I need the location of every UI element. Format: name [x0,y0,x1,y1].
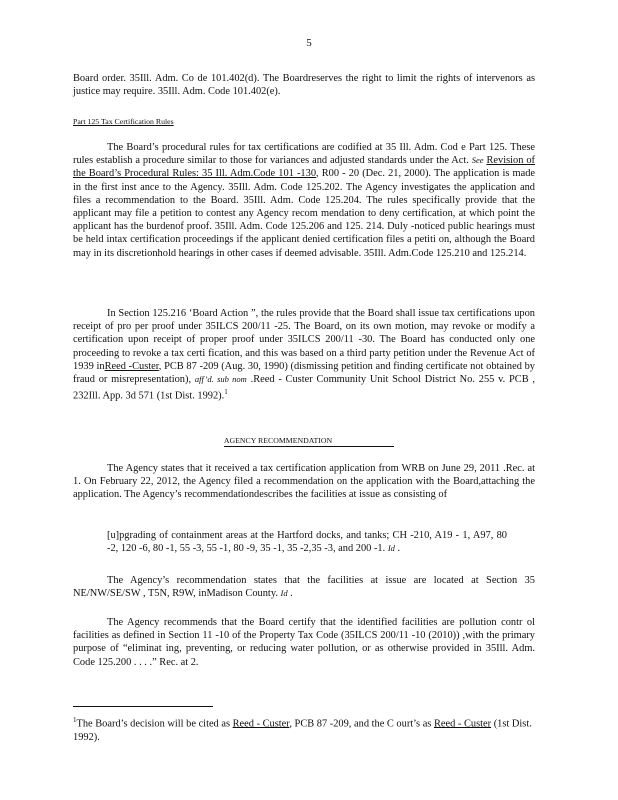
footnote-text-b: , PCB 87 -209, and the C ourt’s as [289,718,432,730]
p2-text-c: .Reed - Custer Community Unit School District No. 255 v. PCB , 232Ill. App. 3d 571 (1st Dist. 1992). [73,374,535,402]
facilities-block-quote: [u]pgrading of containment areas at the Hartford docks, and tanks; CH -210, A19 - 1, A97, 80 -2, 120 -6, 80 -1, 55 -3, 55 -1, 80 -9, 35 -1, 35 -2,35 -3, and 200 -1. Id . [107,530,507,555]
footnote-mark: 1 [73,716,77,724]
board-action-text [73,307,535,403]
p2-text-a: In Section 125.216 ‘Board Action ”, the rules provide that the Board shall issue tax certifications upon receipt of pro per proof under 35ILCS 200/11 -25. The Board, on its own motion, may revoke or modify a certification upon receipt of proper proof under 35ILCS 200/11 -30. The Board has conducted only one proceeding to revoke a tax certi fication, and this was based on a third party petition under the Revenue Act of 1939 in [73,308,535,372]
see-signal: See [471,155,484,166]
rulemaking-citation: Revision of the Board’s Procedural Rules: 35 Ill. Adm.Code 101 -130 [73,155,535,180]
agency-application-text: The Agency states that it received a tax certification application from WRB on June 29, 2011 .Rec. at 1. On February 22, 2012, the Agency filed a recommendation on the application with the Board,attaching the application. The Agency’s recommendationdescribes the facilities at issue as consisting of [73,463,535,501]
board-action-paragraph [73,307,535,403]
id-signal: Id [387,543,395,554]
agency-heading-text: AGENCY RECOMMENDATION [224,436,394,447]
location-paragraph [73,574,535,600]
intro-paragraph [73,72,535,98]
case-name-reed-custer: Reed -Custer [104,360,159,372]
page-number: 5 [306,37,312,49]
footnote-reference: 1 [224,388,228,397]
footnote-text-a: The Board’s decision will be cited as [76,718,231,730]
agency-recommendation-heading [0,436,618,445]
p1-text-a: The Board’s procedural rules for tax certifications are codified at 35 Ill. Adm. Cod e Part 125. These rules establish a procedure similar to those for variances and adjusted standards under the Act. [73,142,535,167]
p1-text-b: , R00 - 20 (Dec. 21, 2000). The application is made in the first inst ance to the Agency. 35Ill. Adm. Code 125.202. The Agency investigates the application and files a recommendation to the Board. 35Ill. Adm. Code 125.204. The rules specifically provide that the applicant may file a petition to contest any Agency recom mendation to deny certification, at which point the applicant has the burdenof proof. 35Ill. Adm. Code 125.206 and 125. 214. Duly -noticed public hearings must be held intax certification proceedings if the applicant denied certification files a petiti on, although the Board may in its discretionhold hearings in other cases if deemed advisable. 35Ill. Adm.Code 125.210 and 125.214. [73,168,536,259]
p2-text-b: , PCB 87 -209 (Aug. 30, 1990) (dismissing petition and finding certificate not obtained by fraud or misrepresentation), [73,360,535,386]
agency-application-paragraph [73,462,535,502]
procedural-rules-paragraph [73,141,535,260]
procedural-rules-text [73,141,535,260]
facilities-quote-text: [u]pgrading of containment areas at the Hartford docks, and tanks; CH -210, A19 - 1, A97, 80 -2, 120 -6, 80 -1, 55 -3, 55 -1, 80 -9, 35 -1, 35 -2,35 -3, and 200 -1. [107,530,507,555]
footnote-text-c: (1st Dist. 1992). [73,718,532,743]
location-text: The Agency’s recommendation states that the facilities at issue are located at Section 35 NE/NW/SE/SW , T5N, R9W, inMadison County. Id . [73,575,535,600]
affd-signal: aff’d. sub nom [194,374,247,385]
footnote-case-name-2: Reed - Custer [433,718,492,730]
footnote [73,714,535,744]
footnote-case-name-1: Reed - Custer [232,718,290,730]
id-signal: Id [280,588,288,599]
section-heading: Part 125 Tax Certification Rules [73,117,174,126]
location-text-body: The Agency’s recommendation states that the facilities at issue are located at Section 35 NE/NW/SE/SW , T5N, R9W, inMadison County. [73,575,535,600]
agency-recommends-text: The Agency recommends that the Board certify that the identified facilities are pollution contr ol facilities as defined in Section 11 -10 of the Property Tax Code (35ILCS 200/11 -10 (2010)) ,with the primary purpose of “eliminat ing, preventing, or reducing water pollution, or as otherwise provided in 35Ill. Adm. Code 125.200 . . . .” Rec. at 2. [73,617,535,668]
intro-text: Board order. 35Ill. Adm. Co de 101.402(d). The Boardreserves the right to limit the rights of intervenors as justice may require. 35Ill. Adm. Code 101.402(e). [73,73,535,98]
footnote-separator [73,706,213,707]
agency-recommends-paragraph [73,616,535,669]
